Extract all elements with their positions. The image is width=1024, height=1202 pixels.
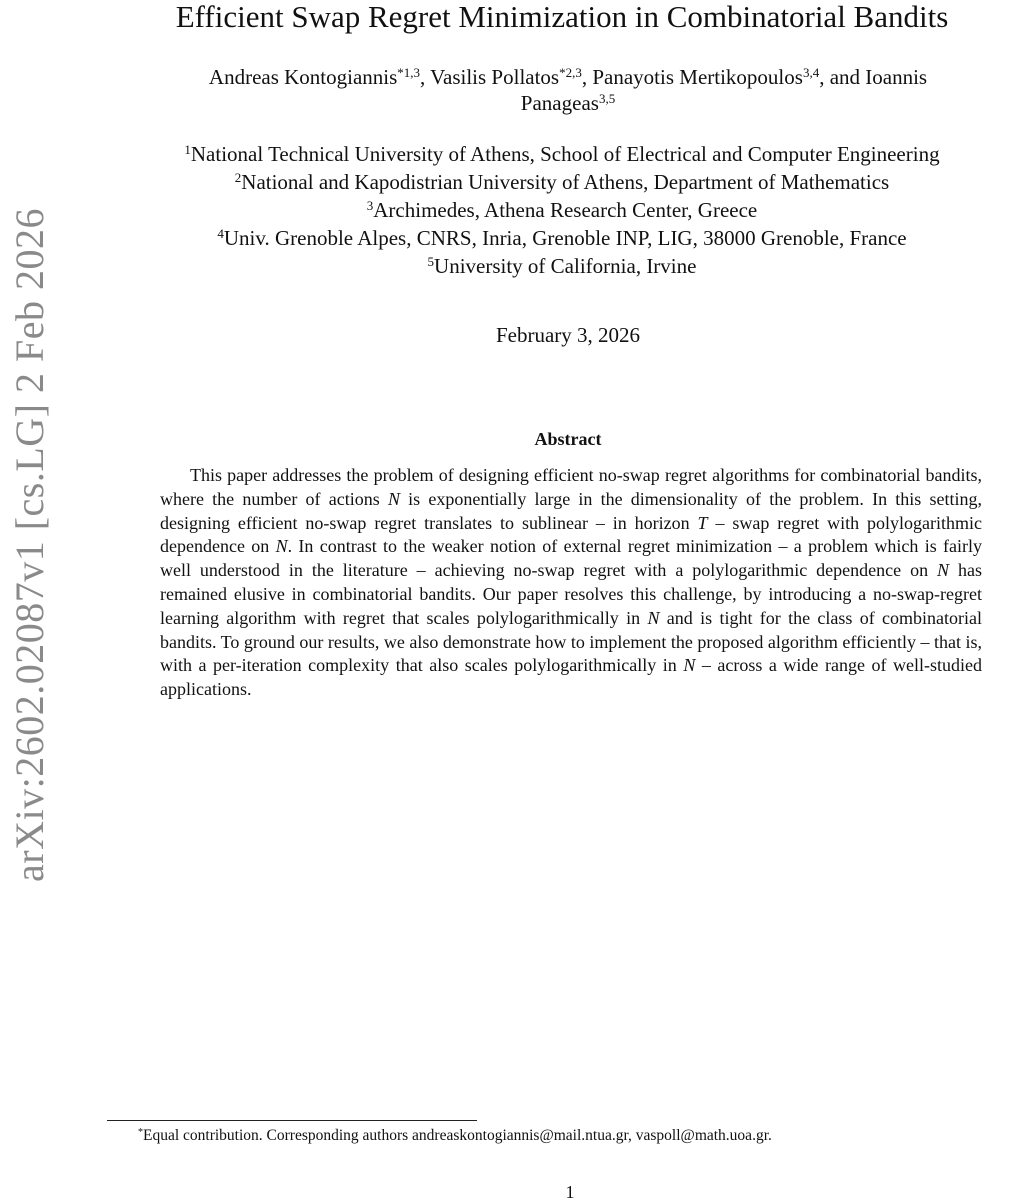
author-list: [112, 64, 1024, 116]
math-symbol: N: [387, 488, 400, 509]
affiliation: [100, 196, 1024, 224]
affiliation-text: National Technical University of Athens, School of Electrical and Computer Engineering: [190, 142, 940, 166]
affiliation-mark: 2: [234, 170, 242, 185]
paper-title: Efficient Swap Regret Minimization in Combinatorial Bandits: [175, 0, 949, 34]
author-affil-mark: *2,3: [559, 65, 582, 80]
affiliation: [100, 168, 1024, 196]
author-name: Panageas: [520, 91, 599, 115]
page-number: 1: [565, 1182, 575, 1202]
publication-date: February 3, 2026: [495, 323, 641, 347]
affiliation-mark: 3: [366, 198, 374, 213]
abstract-segment: This paper addresses the problem of designing efficient no-swap regret algorithms for combinatorial bandits, where the number of actions: [160, 465, 982, 509]
author-name: Vasilis Pollatos: [430, 65, 560, 89]
affiliation-list: [100, 140, 1024, 280]
affiliation: [100, 140, 1024, 168]
affiliation-mark: 1: [184, 142, 191, 157]
footnote: [138, 1126, 772, 1146]
abstract-text: [160, 464, 982, 702]
affiliation-text: Archimedes, Athena Research Center, Greece: [373, 198, 758, 222]
abstract-segment: has remained elusive in combinatorial bandits. Our paper resolves this challenge, by introducing a no-swap-regret learning algorithm with regret that scales polylogarithmically in: [160, 560, 982, 628]
author-affil-mark: 3,4: [802, 65, 820, 80]
affiliation-text: National and Kapodistrian University of Athens, Department of Mathematics: [241, 170, 890, 194]
author-separator: ,: [581, 65, 593, 89]
abstract-heading: Abstract: [534, 429, 602, 449]
math-symbol: T: [697, 512, 708, 533]
author-name: Ioannis: [865, 65, 928, 89]
abstract-segment: is exponentially large in the dimensionality of the problem. In this setting, designing efficient no-swap regret translates to sublinear – in horizon: [160, 488, 982, 533]
footnote-text: Equal contribution. Corresponding authors andreaskontogiannis@mail.ntua.gr, vaspoll@math.uoa.gr.: [143, 1127, 772, 1144]
footnote-divider: [107, 1120, 477, 1121]
math-symbol: N: [683, 655, 696, 676]
author-separator: , and: [819, 65, 866, 89]
affiliation-text: University of California, Irvine: [434, 254, 697, 278]
author-separator: ,: [420, 65, 431, 89]
footnote-mark: *: [138, 1127, 143, 1138]
affiliation: [100, 224, 1024, 252]
affiliation: [100, 252, 1024, 280]
author-name: Andreas Kontogiannis: [208, 65, 398, 89]
author-affil-mark: 3,5: [598, 91, 616, 106]
math-symbol: N: [275, 536, 288, 557]
math-symbol: N: [647, 607, 660, 628]
author-name: Panayotis Mertikopoulos: [592, 65, 803, 89]
arxiv-identifier: arXiv:2602.02087v1 [cs.LG] 2 Feb 2026: [7, 208, 52, 882]
affiliation-text: Univ. Grenoble Alpes, CNRS, Inria, Grenoble INP, LIG, 38000 Grenoble, France: [223, 226, 907, 250]
abstract-segment: . In contrast to the weaker notion of external regret minimization – a problem which is fairly well understood in the literature – achieving no-swap regret with a polylogarithmic dependence on: [160, 536, 982, 581]
abstract-segment: – swap regret with polylogarithmic dependence on: [160, 512, 982, 557]
abstract-segment: and is tight for the class of combinatorial bandits. To ground our results, we also demonstrate how to implement the proposed algorithm efficiently – that is, with a per-iteration complexity that also scales polylogarithmically in: [160, 607, 982, 676]
math-symbol: N: [937, 560, 950, 581]
affiliation-mark: 4: [217, 226, 224, 241]
abstract-segment: – across a wide range of well-studied applications.: [160, 655, 982, 700]
affiliation-mark: 5: [427, 254, 435, 269]
author-affil-mark: *1,3: [397, 65, 421, 80]
